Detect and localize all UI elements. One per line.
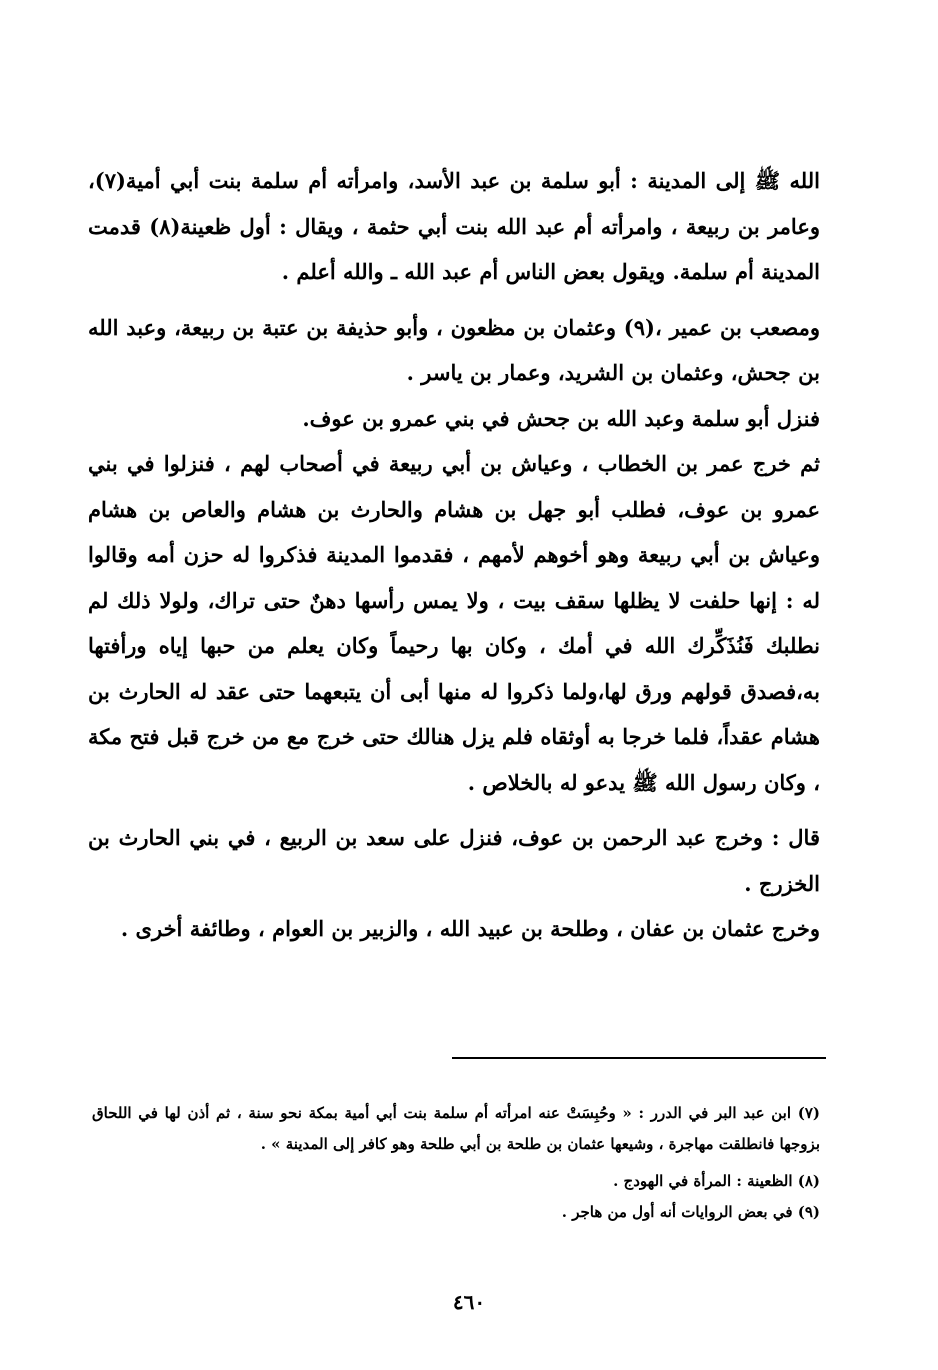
main-text	[88, 158, 820, 952]
footnote: (٩) في بعض الروايات أنه أول من هاجر .	[561, 1203, 820, 1221]
page-number: ٤٦٠	[452, 1290, 486, 1314]
paragraph: قال : وخرج عبد الرحمن بن عوف، فنزل على سعد بن الربيع ، في بني الحارث بن الخزرج .	[88, 825, 820, 896]
paragraph: وخرج عثمان بن عفان ، وطلحة بن عبيد الله ، والزبير بن العوام ، وطائفة أخرى .	[120, 916, 820, 941]
footnote: (٨) الظعينة : المرأة في الهودج .	[613, 1172, 820, 1190]
paragraph: ثم خرج عمر بن الخطاب ، وعياش بن أبي ربيعة في أصحاب لهم ، فنزلوا في بني عمرو بن عوف، فطلب أبو جهل بن هشام والحارث بن هشام والعاص بن هشام وعياش بن أبي ربيعة وهو أخوهم لأمهم ، فقدموا المدينة فذكروا له حزن أمه وقالوا له : إنها حلفت لا يظلها سقف بيت ، ولا يمس رأسها دهنٌ حتى تراك، ولولا ذلك لم نطلبك فَنُذَكِّرك الله في أمك ، وكان بها رحيماً وكان يعلم من حبها إياه ورأفتها به،فصدق قولهم ورق لها،ولما ذكروا له منها أبى أن يتبعهما حتى عقد له الحارث بن هشام عقداً، فلما خرجا به أوثقاه فلم يزل هنالك حتى خرج مع من خرج قبل فتح مكة ، وكان رسول الله ﷺ يدعو له بالخلاص .	[88, 451, 820, 795]
footnote-divider	[452, 1057, 826, 1059]
footnote: (٧) ابن عبد البر في الدرر : « وحُبِسَتْ عنه امرأته أم سلمة بنت أبي أمية بمكة نحو سنة ، ثم أذن لها في اللحاق بزوجها فانطلقت مهاجرة ، وشيعها عثمان بن طلحة بن أبي طلحة وهو كافر إلى المدينة » .	[92, 1104, 820, 1153]
paragraph: ومصعب بن عمير ،(٩) وعثمان بن مظعون ، وأبو حذيفة بن عتبة بن ربيعة، وعبد الله بن جحش، وعثمان بن الشريد، وعمار بن ياسر .	[88, 314, 820, 385]
paragraph: الله ﷺ إلى المدينة : أبو سلمة بن عبد الأسد، وامرأته أم سلمة بنت أبي أمية(٧)، وعامر بن ربيعة ، وامرأته أم عبد الله بنت أبي حثمة ، ويقال : أول ظعينة(٨) قدمت المدينة أم سلمة. ويقول بعض الناس أم عبد الله ـ والله أعلم .	[88, 168, 820, 284]
footnotes	[92, 1098, 820, 1228]
paragraph: فنزل أبو سلمة وعبد الله بن جحش في بني عمرو بن عوف.	[302, 405, 820, 431]
